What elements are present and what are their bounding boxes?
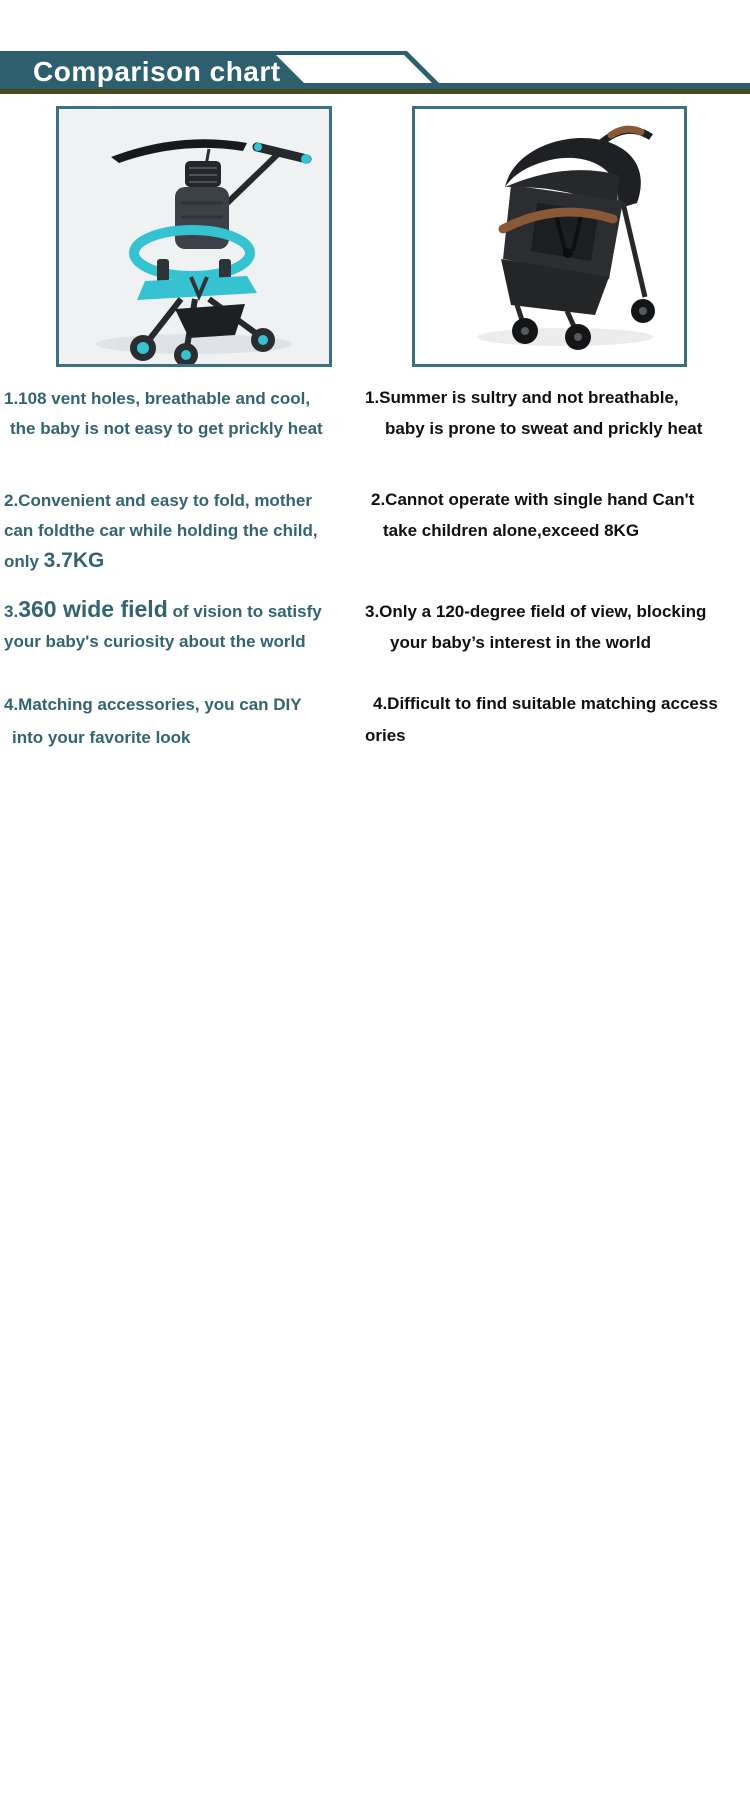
left-product-image <box>56 106 332 367</box>
pros-item-1-line-2: the baby is not easy to get prickly heat <box>10 419 323 438</box>
pros-item-3 <box>4 594 364 657</box>
cons-item-4-line-2: ories <box>365 726 406 745</box>
cons-item-2 <box>365 484 750 546</box>
left-stroller-illustration <box>59 109 329 364</box>
right-product-image <box>412 106 687 367</box>
cons-item-3 <box>365 596 750 658</box>
weight-value: 3.7KG <box>43 549 105 572</box>
pros-item-4 <box>4 688 364 754</box>
pros-item-2-line-3: only 3.7KG <box>4 549 105 572</box>
pros-item-2-line-2: can foldthe car while holding the child, <box>4 521 318 540</box>
pros-item-4-line-1: 4.Matching accessories, you can DIY <box>4 695 302 714</box>
wide-field-highlight: 360 wide field <box>18 596 168 622</box>
pros-item-3-line-1: 3.360 wide field of vision to satisfy <box>4 596 322 622</box>
cons-item-1-line-2: baby is prone to sweat and prickly heat <box>385 419 703 438</box>
pros-item-2 <box>4 486 364 577</box>
cons-item-2-line-1: 2.Cannot operate with single hand Can't <box>371 490 695 509</box>
cons-item-2-line-2: take children alone,exceed 8KG <box>383 521 640 540</box>
cons-item-3-line-2: your baby’s interest in the world <box>390 633 652 652</box>
cons-item-1 <box>365 382 750 444</box>
page-title: Comparison chart <box>33 56 281 87</box>
cons-item-1-line-1: 1.Summer is sultry and not breathable, <box>365 388 679 407</box>
cons-item-4 <box>365 688 750 752</box>
pros-item-3-line-2: your baby's curiosity about the world <box>4 632 306 651</box>
pros-item-4-line-2: into your favorite look <box>12 728 191 747</box>
cons-item-3-line-1: 3.Only a 120-degree field of view, blocking <box>365 602 707 621</box>
right-stroller-illustration <box>415 109 684 364</box>
pros-item-1-line-1: 1.108 vent holes, breathable and cool, <box>4 389 311 408</box>
pros-item-1 <box>4 384 364 444</box>
pros-item-2-line-1: 2.Convenient and easy to fold, mother <box>4 491 312 510</box>
cons-item-4-line-1: 4.Difficult to find suitable matching access <box>373 694 718 713</box>
